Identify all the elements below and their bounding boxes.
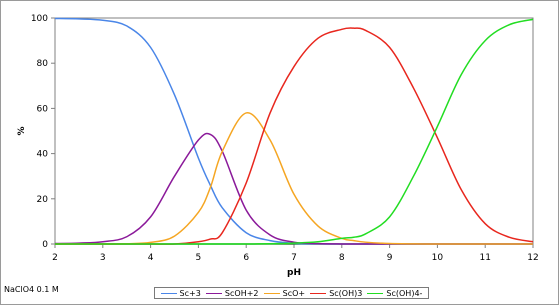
legend-label: ScO+ xyxy=(282,288,306,298)
y-tick-label: 80 xyxy=(36,59,48,70)
x-tick-label: 10 xyxy=(431,253,444,263)
x-axis-ticks xyxy=(52,244,539,263)
y-tick-label: 20 xyxy=(36,194,48,205)
x-tick-label: 9 xyxy=(386,253,393,263)
legend-label: ScOH+2 xyxy=(224,288,259,298)
legend-swatch xyxy=(310,293,326,294)
x-axis-title: pH xyxy=(287,268,301,278)
legend-label: Sc(OH)3 xyxy=(329,288,363,298)
legend-label: Sc+3 xyxy=(179,288,201,298)
x-tick-label: 8 xyxy=(338,253,345,263)
x-tick-label: 12 xyxy=(527,253,539,263)
x-tick-label: 5 xyxy=(195,253,202,263)
y-tick-label: 60 xyxy=(36,104,48,115)
legend-item xyxy=(367,289,422,298)
y-axis-ticks xyxy=(31,14,55,250)
legend-swatch xyxy=(264,293,280,294)
legend-swatch xyxy=(367,293,383,294)
y-tick-label: 40 xyxy=(36,149,48,160)
legend-item xyxy=(310,289,362,298)
legend-swatch xyxy=(206,293,222,294)
x-tick-label: 2 xyxy=(52,253,58,263)
footnote-label: NaClO4 0.1 M xyxy=(4,285,59,294)
y-tick-label: 0 xyxy=(42,240,48,250)
legend-item xyxy=(206,289,259,298)
x-tick-label: 7 xyxy=(291,253,297,263)
plot-area xyxy=(55,18,533,244)
x-tick-label: 11 xyxy=(479,253,491,263)
legend-item xyxy=(264,289,305,298)
legend xyxy=(154,287,429,299)
x-tick-label: 3 xyxy=(99,253,106,263)
y-tick-label: 100 xyxy=(30,14,48,24)
y-axis-title: % xyxy=(17,126,27,136)
legend-swatch xyxy=(161,293,177,294)
legend-label: Sc(OH)4- xyxy=(386,288,423,298)
x-tick-label: 6 xyxy=(243,253,250,263)
legend-item xyxy=(161,289,201,298)
x-tick-label: 4 xyxy=(147,253,154,263)
